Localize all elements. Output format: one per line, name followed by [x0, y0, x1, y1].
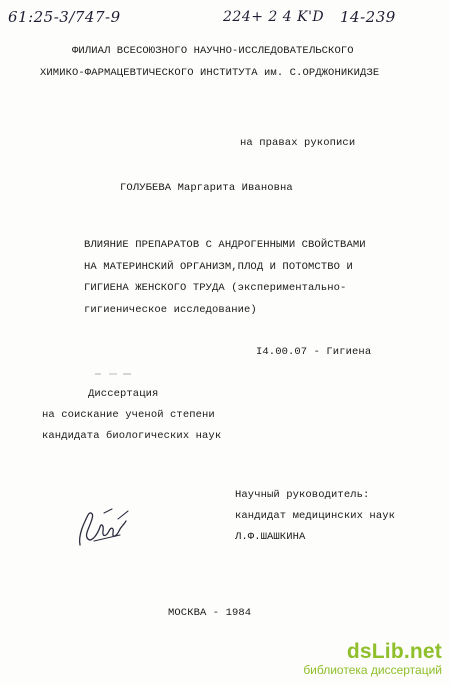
- author-name: ГОЛУБЕВА Маргарита Ивановна: [120, 182, 293, 194]
- handwritten-note-middle: 224+ 2 4 K'D: [223, 9, 325, 25]
- institution-line-2: ХИМИКО-ФАРМАЦЕВТИЧЕСКОГО ИНСТИТУТА им. С.ОРДЖОНИКИДЗЕ: [40, 67, 380, 79]
- watermark-logo: dsLib.net: [346, 640, 442, 663]
- title-line-4: гигиеническое исследование): [84, 304, 257, 316]
- watermark-subtitle: библиотека диссертаций: [303, 663, 442, 677]
- handwritten-note-right: 14-239: [340, 8, 396, 26]
- title-line-2: НА МАТЕРИНСКИЙ ОРГАНИЗМ,ПЛОД И ПОТОМСТВО И: [84, 261, 353, 273]
- title-line-3: ГИГИЕНА ЖЕНСКОГО ТРУДА (экспериментально-: [84, 282, 347, 294]
- specialty-code: I4.00.07 - Гигиена: [256, 346, 372, 358]
- dissertation-label: Диссертация: [88, 388, 159, 400]
- ink-smudge: [95, 372, 135, 376]
- institution-line-1: ФИЛИАЛ ВСЕСОЮЗНОГО НАУЧНО-ИССЛЕДОВАТЕЛЬСКОГО: [72, 45, 354, 57]
- manuscript-rights-note: на правах рукописи: [240, 137, 356, 149]
- city-year: МОСКВА - 1984: [168, 607, 252, 619]
- dslib-watermark: [303, 641, 442, 676]
- handwritten-catalog-number: 61:25-3/747-9: [8, 8, 121, 26]
- degree-line-2: кандидата биологических наук: [42, 430, 222, 442]
- title-line-1: ВЛИЯНИЕ ПРЕПАРАТОВ С АНДРОГЕННЫМИ СВОЙСТВАМИ: [84, 239, 366, 251]
- degree-line-1: на соискание ученой степени: [42, 409, 215, 421]
- supervisor-name: Л.Ф.ШАШКИНА: [235, 531, 306, 543]
- supervisor-label: Научный руководитель:: [235, 489, 370, 501]
- supervisor-degree: кандидат медицинских наук: [235, 510, 396, 522]
- handwritten-signature: [74, 505, 136, 553]
